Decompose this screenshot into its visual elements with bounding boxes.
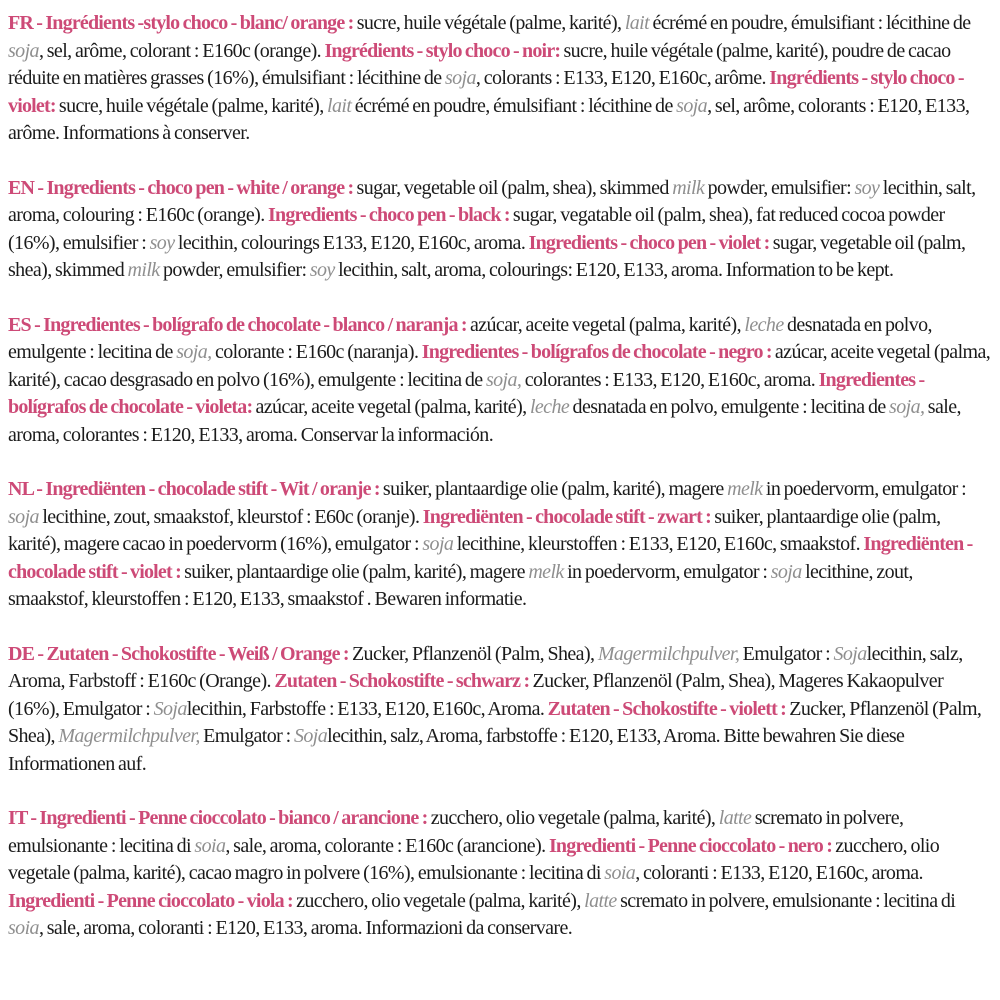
text-run: zucchero, olio vegetale (palma, karité), cacao magro in polvere (16%), emulsionante : lecitina di xyxy=(8,834,940,884)
allergen-run: Magermilchpulver, xyxy=(597,642,740,665)
text-run: , coloranti : E133, E120, E160c, aroma. xyxy=(635,862,923,884)
text-run: azúcar, aceite vegetal (palma, karité), xyxy=(469,313,745,336)
text-run: zucchero, olio vegetale (palma, karité), xyxy=(296,889,585,912)
text-run: suiker, plantaardige olie (palm, karité), magere xyxy=(184,560,529,583)
section-heading-run: Ingredienti - Penne cioccolato - viola : xyxy=(8,889,297,912)
section-heading-run: FR - Ingrédients -stylo choco - blanc/ orange : xyxy=(8,12,357,34)
text-run: azúcar, aceite vegetal (palma, karité), cacao desgrasado en polvo (16%), emulgente : lecitina de xyxy=(8,341,991,391)
allergen-run: leche xyxy=(529,396,570,418)
section-heading-run: ES - Ingredientes - bolígrafo de chocolate - blanco / naranja : xyxy=(8,313,470,336)
text-run: in poedervorm, emulgator : xyxy=(762,478,967,500)
allergen-run: Soja xyxy=(833,642,867,665)
allergen-run: melk xyxy=(727,478,763,500)
ingredients-section-en xyxy=(8,175,992,285)
allergen-run: soja xyxy=(8,39,39,62)
allergen-run: milk xyxy=(672,176,705,199)
text-run: scremato in polvere, emulsionante : lecitina di xyxy=(616,889,956,912)
text-run: écrémé en poudre, émulsifiant : lécithine de xyxy=(351,94,677,117)
text-run: , sel, arôme, colorants : E120, E133, arôme. Informations à conserver. xyxy=(8,94,970,144)
text-run: lecithine, kleurstoffen : E133, E120, E160c, smaakstof. xyxy=(453,533,864,555)
allergen-run: latte xyxy=(584,889,617,912)
allergen-run: lait xyxy=(624,12,650,34)
allergen-run: soja, xyxy=(889,396,925,418)
section-heading-run: Zutaten - Schokostifte - violett : xyxy=(547,697,790,720)
text-run: lecithine, zout, smaakstof, kleurstof : E60c (oranje). xyxy=(38,505,423,528)
text-run: scremato in polvere, emulsionante : lecitina di xyxy=(8,807,904,857)
text-run: sucre, huile végétale (palme, karité), poudre de cacao réduite en matières grasses (16%), émulsifiant : lécithine de xyxy=(8,39,951,89)
text-run: in poedervorm, emulgator : xyxy=(563,560,771,583)
text-run: sale, aroma, colorantes : E120, E133, aroma. Conservar la información. xyxy=(8,396,961,446)
section-heading-run: NL - Ingrediënten - chocolade stift - Wit / oranje : xyxy=(8,478,383,500)
section-heading-run: Ingredients - choco pen - violet : xyxy=(528,231,773,254)
text-run: sugar, vegetable oil (palm, shea), skimmed xyxy=(8,231,966,281)
allergen-run: soy xyxy=(149,231,175,254)
allergen-run: latte xyxy=(718,807,752,829)
allergen-run: soja xyxy=(676,94,708,117)
allergen-run: milk xyxy=(127,259,160,281)
text-run: Emulgator : xyxy=(739,642,834,665)
ingredients-section-es xyxy=(8,312,992,450)
ingredients-section-fr xyxy=(8,10,992,148)
text-run: Zucker, Pflanzenöl (Palm, Shea), Mageres Kakaopulver (16%), Emulgator : xyxy=(8,670,944,720)
text-run: , sale, aroma, colorante : E160c (arancione). xyxy=(225,834,549,857)
text-run: zucchero, olio vegetale (palma, karité), xyxy=(430,807,719,829)
text-run: lecithin, salz, Aroma, Farbstoff : E160c (Orange). xyxy=(8,642,963,692)
section-heading-run: Ingredienti - Penne cioccolato - nero : xyxy=(548,834,836,857)
allergen-run: soja, xyxy=(176,341,212,363)
text-run: sugar, vegatable oil (palm, shea), fat reduced cocoa powder (16%), emulsifier : xyxy=(8,204,945,254)
text-run: lecithin, salt, aroma, colouring : E160c (orange). xyxy=(8,176,976,226)
section-heading-run: Ingrediënten - chocolade stift - violet : xyxy=(8,533,973,583)
text-run: lecithin, colourings E133, E120, E160c, aroma. xyxy=(174,231,529,254)
allergen-run: soja xyxy=(8,505,39,528)
allergen-run: Soja xyxy=(153,697,187,720)
allergen-run: soja, xyxy=(485,368,522,391)
section-heading-run: Ingredientes - bolígrafos de chocolate - violeta: xyxy=(8,368,925,418)
section-heading-run: Ingrédients - stylo choco - violet: xyxy=(8,67,964,117)
text-run: Zucker, Pflanzenöl (Palm, Shea), xyxy=(8,697,982,747)
section-heading-run: DE - Zutaten - Schokostifte - Weiß / Orange : xyxy=(8,642,352,665)
text-run: desnatada en polvo, emulgente : lecitina de xyxy=(569,396,890,418)
ingredients-section-de xyxy=(8,641,992,779)
text-run: lecithin, Farbstoffe : E133, E120, E160c, Aroma. xyxy=(186,697,548,720)
allergen-run: lait xyxy=(327,94,352,117)
text-run: colorantes : E133, E120, E160c, aroma. xyxy=(521,368,819,391)
allergen-run: Magermilchpulver, xyxy=(58,725,200,747)
text-run: suiker, plantaardige olie (palm, karité), magere cacao in poedervorm (16%), emulgator : xyxy=(8,505,941,555)
text-run: powder, emulsifier: xyxy=(159,259,310,281)
text-run: Emulgator : xyxy=(199,725,294,747)
allergen-run: leche xyxy=(744,313,784,336)
text-run: écrémé en poudre, émulsifiant : lécithine de xyxy=(649,12,971,34)
section-heading-run: IT - Ingredienti - Penne cioccolato - bianco / arancione : xyxy=(8,807,431,829)
allergen-run: soy xyxy=(309,259,335,281)
text-run: , colorants : E133, E120, E160c, arôme. xyxy=(475,67,770,89)
section-heading-run: Ingrédients - stylo choco - noir: xyxy=(324,39,564,62)
allergen-run: soia xyxy=(604,862,636,884)
text-run: sucre, huile végétale (palme, karité), xyxy=(356,12,625,34)
allergen-run: melk xyxy=(528,560,564,583)
allergen-run: Soja xyxy=(293,725,328,747)
section-heading-run: Zutaten - Schokostifte - schwarz : xyxy=(274,670,533,692)
allergen-run: soy xyxy=(854,176,880,199)
text-run: sucre, huile végétale (palme, karité), xyxy=(58,94,328,117)
text-run: lecithine, zout, smaakstof, kleurstoffen : E120, E133, smaakstof . Bewaren informatie. xyxy=(8,560,913,610)
text-run: suiker, plantaardige olie (palm, karité), magere xyxy=(382,478,728,500)
text-run: lecithin, salt, aroma, colourings: E120, E133, aroma. Information to be kept. xyxy=(334,259,894,281)
text-run: colorante : E160c (naranja). xyxy=(211,341,422,363)
text-run: lecithin, salz, Aroma, farbstoffe : E120, E133, Aroma. Bitte bewahren Sie diese Informationen auf. xyxy=(8,725,905,775)
text-run: sugar, vegetable oil (palm, shea), skimmed xyxy=(356,176,673,199)
section-heading-run: Ingredientes - bolígrafos de chocolate - negro : xyxy=(421,341,775,363)
allergen-run: soja xyxy=(444,67,476,89)
text-run: , sale, aroma, coloranti : E120, E133, aroma. Informazioni da conservare. xyxy=(38,917,573,939)
allergen-run: soia xyxy=(8,917,39,939)
text-run: powder, emulsifier: xyxy=(704,176,855,199)
allergen-run: soja xyxy=(422,533,454,555)
ingredients-section-nl xyxy=(8,476,992,614)
allergen-run: soja xyxy=(770,560,802,583)
ingredients-section-it xyxy=(8,805,992,943)
section-heading-run: Ingrediënten - chocolade stift - zwart : xyxy=(422,505,715,528)
text-run: azúcar, aceite vegetal (palma, karité), xyxy=(255,396,530,418)
text-run: , sel, arôme, colorant : E160c (orange). xyxy=(38,39,325,62)
text-run: desnatada en polvo, emulgente : lecitina de xyxy=(8,313,932,363)
section-heading-run: EN - Ingredients - choco pen - white / orange : xyxy=(8,176,357,199)
section-heading-run: Ingredients - choco pen - black : xyxy=(268,204,513,226)
text-run: Zucker, Pflanzenöl (Palm, Shea), xyxy=(351,642,598,665)
allergen-run: soia xyxy=(194,834,226,857)
